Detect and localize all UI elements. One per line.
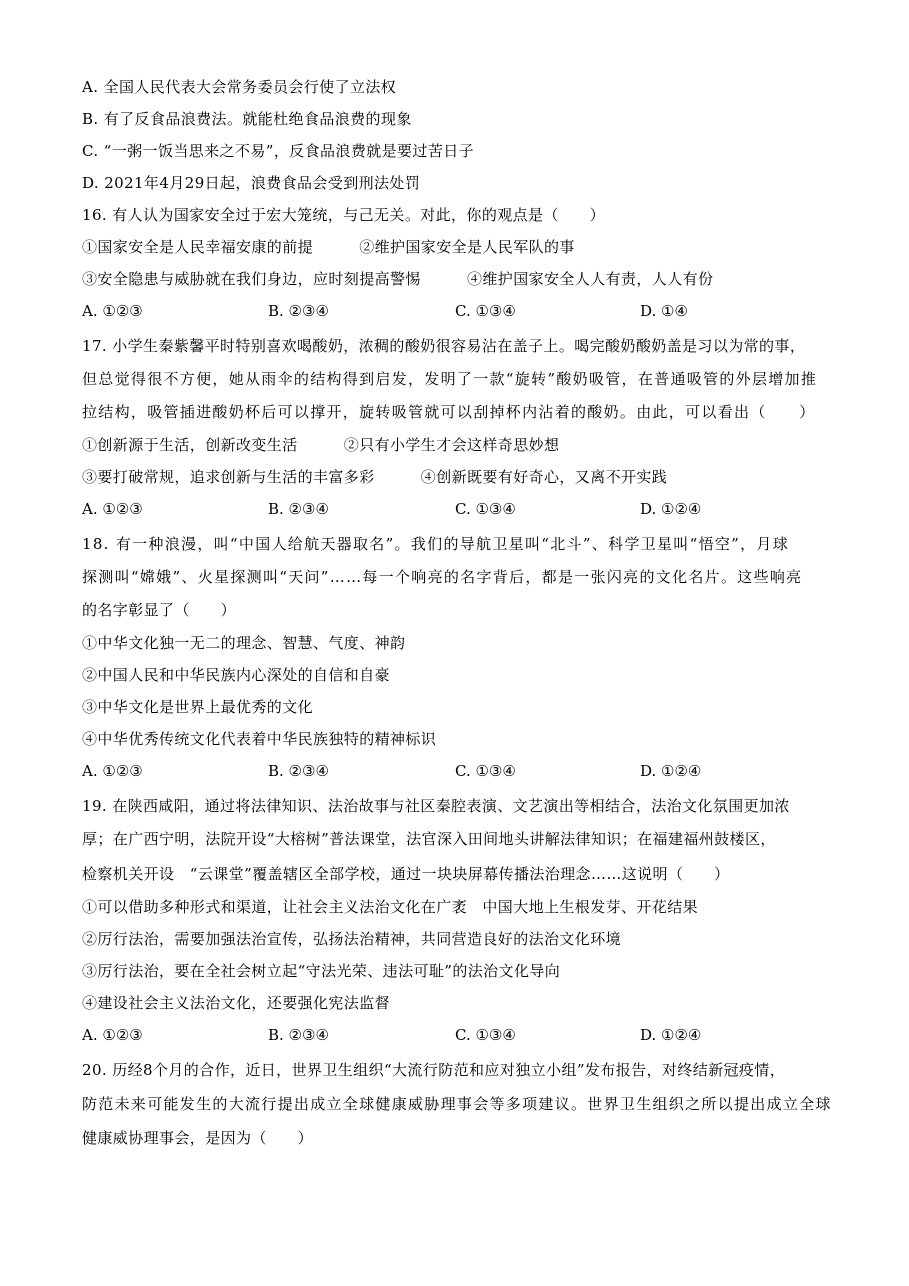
q18-item-3: ③中华文化是世界上最优秀的文化 <box>82 698 314 716</box>
q17-choice-d: D. ①②④ <box>640 500 702 518</box>
q15-option-d: D. 2021年4月29日起，浪费食品会受到刑法处罚 <box>82 174 421 192</box>
q16-choice-b: B. ②③④ <box>268 302 329 320</box>
q16-stem: 16. 有人认为国家安全过于宏大笼统，与己无关。对此，你的观点是（ ） <box>82 206 606 224</box>
q17-stem-line-1: 17. 小学生秦紫馨平时特别喜欢喝酸奶，浓稠的酸奶很容易沾在盖子上。喝完酸奶酸奶盖是习以为常的事， <box>82 337 806 355</box>
q18-stem-line-1: 18. 有一种浪漫，叫“中国人给航天器取名”。我们的导航卫星叫“北斗”、科学卫星叫“悟空”，月球 <box>82 535 790 553</box>
q17-choice-a: A. ①②③ <box>82 500 143 518</box>
q18-choice-d: D. ①②④ <box>640 762 702 780</box>
q18-item-4: ④中华优秀传统文化代表着中华民族独特的精神标识 <box>82 730 437 748</box>
q19-choice-d: D. ①②④ <box>640 1026 702 1044</box>
q17-stem-line-2: 但总觉得很不方便，她从雨伞的结构得到启发，发明了一款“旋转”酸奶吸管，在普通吸管的外层增加推 <box>82 370 818 388</box>
q15-option-b: B. 有了反食品浪费法。就能杜绝食品浪费的现象 <box>82 110 412 128</box>
q18-choice-c: C. ①③④ <box>455 762 516 780</box>
q19-item-3: ③厉行法治，要在全社会树立起“守法光荣、违法可耻”的法治文化导向 <box>82 962 561 980</box>
q18-choice-a: A. ①②③ <box>82 762 143 780</box>
q19-choice-a: A. ①②③ <box>82 1026 143 1044</box>
q16-items-line-2: ③安全隐患与威胁就在我们身边，应时刻提高警惕 ④维护国家安全人人有责，人人有份 <box>82 270 714 288</box>
q19-item-2: ②厉行法治，需要加强法治宣传，弘扬法治精神，共同营造良好的法治文化环境 <box>82 930 622 948</box>
q16-choice-d: D. ①④ <box>640 302 688 320</box>
q17-items-line-1: ①创新源于生活，创新改变生活 ②只有小学生才会这样奇思妙想 <box>82 436 560 454</box>
q19-item-1: ①可以借助多种形式和渠道，让社会主义法治文化在广袤 中国大地上生根发芽、开花结果 <box>82 898 699 916</box>
q17-items-line-2: ③要打破常规，追求创新与生活的丰富多彩 ④创新既要有好奇心，又离不开实践 <box>82 468 668 486</box>
q20-stem-line-1: 20. 历经8个月的合作，近日，世界卫生组织“大流行防范和应对独立小组”发布报告，对终结新冠疫情， <box>82 1061 786 1079</box>
q19-item-4: ④建设社会主义法治文化，还要强化宪法监督 <box>82 994 391 1012</box>
q15-option-a: A. 全国人民代表大会常务委员会行使了立法权 <box>82 78 397 96</box>
q15-option-c: C. “一粥一饭当思来之不易”，反食品浪费就是要过苦日子 <box>82 142 475 160</box>
q16-items-line-1: ①国家安全是人民幸福安康的前提 ②维护国家安全是人民军队的事 <box>82 238 575 256</box>
q17-choice-c: C. ①③④ <box>455 500 516 518</box>
q19-choice-b: B. ②③④ <box>268 1026 329 1044</box>
q18-choice-b: B. ②③④ <box>268 762 329 780</box>
q20-stem-line-2: 防范未来可能发生的大流行提出成立全球健康威胁理事会等多项建议。世界卫生组织之所以提出成立全球 <box>82 1095 832 1113</box>
q18-item-1: ①中华文化独一无二的理念、智慧、气度、神韵 <box>82 634 406 652</box>
q17-stem-line-3: 拉结构，吸管插进酸奶杯后可以撑开，旋转吸管就可以刮掉杯内沾着的酸奶。由此，可以看出（ ） <box>82 403 816 421</box>
q20-stem-line-3: 健康威协理事会，是因为（ ） <box>82 1129 314 1147</box>
q19-stem-line-3: 检察机关开设 “云课堂”覆盖辖区全部学校，通过一块块屏幕传播法治理念……这说明（ ） <box>82 865 730 883</box>
q18-stem-line-3: 的名字彰显了（ ） <box>82 601 237 619</box>
q19-choice-c: C. ①③④ <box>455 1026 516 1044</box>
q19-stem-line-1: 19. 在陕西咸阳，通过将法律知识、法治故事与社区秦腔表演、文艺演出等相结合，法治文化氛围更加浓 <box>82 797 790 815</box>
q18-item-2: ②中国人民和中华民族内心深处的自信和自豪 <box>82 666 391 684</box>
q18-stem-line-2: 探测叫“嫦娥”、火星探测叫“天问”……每一个响亮的名字背后，都是一张闪亮的文化名片。这些响亮 <box>82 568 803 586</box>
q17-choice-b: B. ②③④ <box>268 500 329 518</box>
q16-choice-a: A. ①②③ <box>82 302 143 320</box>
q16-choice-c: C. ①③④ <box>455 302 516 320</box>
q19-stem-line-2: 厚；在广西宁明，法院开设“大榕树”普法课堂，法官深入田间地头讲解法律知识；在福建福州鼓楼区， <box>82 830 776 848</box>
